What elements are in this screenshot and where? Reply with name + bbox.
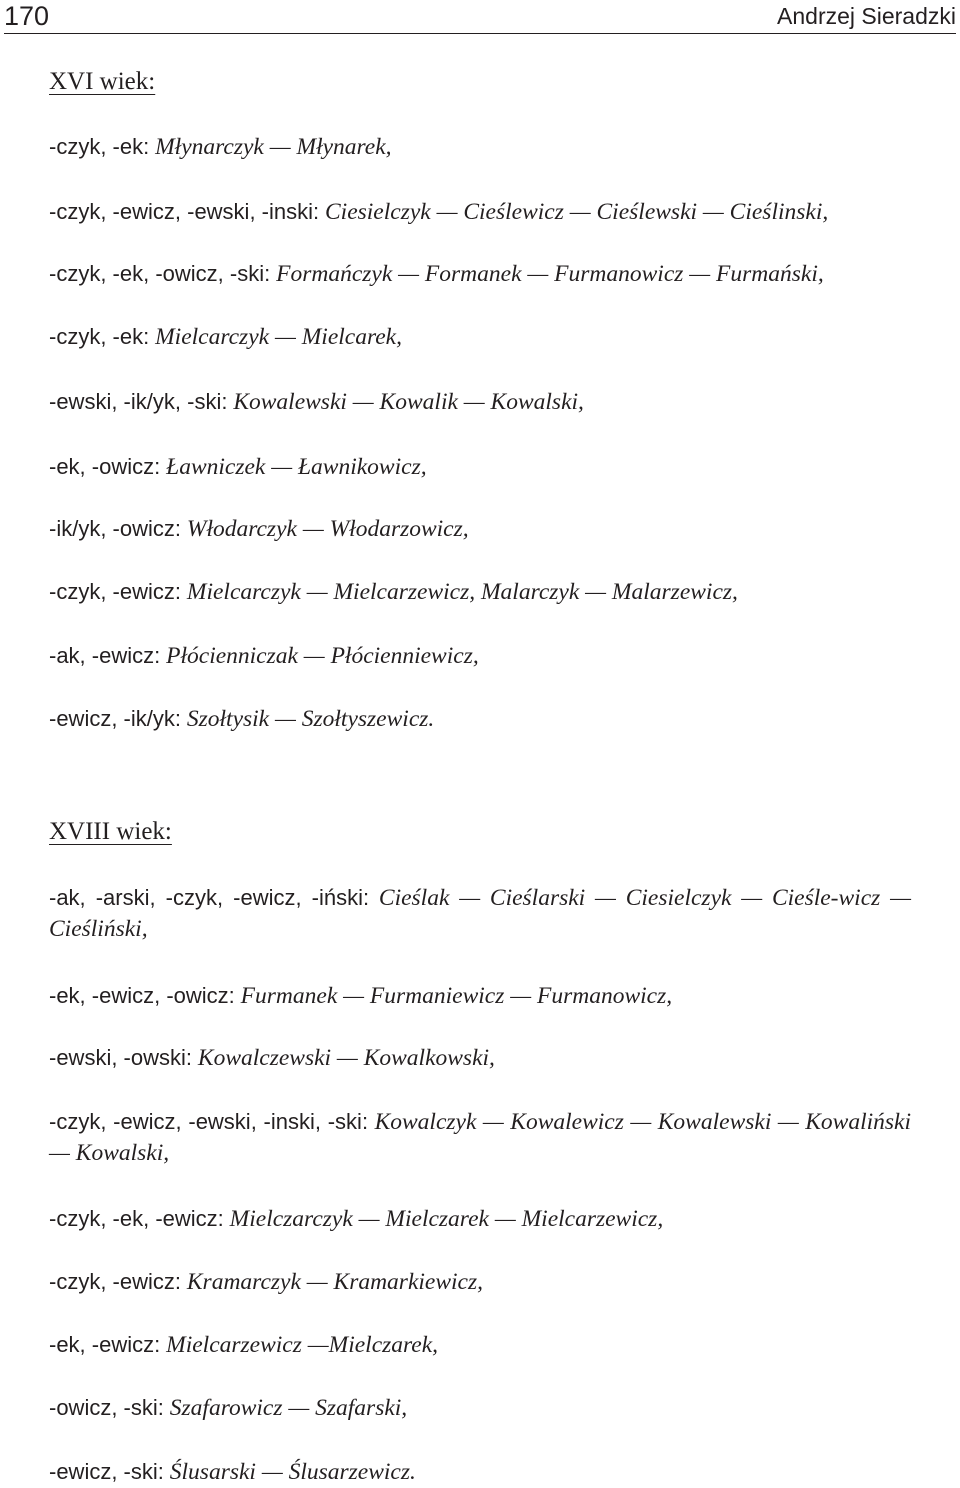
- surname-chain: Ławniczek — Ławnikowicz,: [166, 454, 427, 480]
- surname-chain: Szafarowicz — Szafarski,: [169, 1395, 408, 1421]
- surname-chain: Furmanek — Furmaniewicz — Furmanowicz,: [240, 983, 673, 1009]
- suffix-list: -czyk, -ek, -ewicz:: [49, 1206, 224, 1231]
- suffix-list: -ewicz, -ik/yk:: [49, 706, 181, 731]
- list-item: [49, 1456, 911, 1488]
- surname-chain: Płócienniczak — Płócienniewicz,: [166, 643, 479, 669]
- suffix-list: -ek, -owicz:: [49, 454, 161, 479]
- page-number: 170: [4, 1, 50, 31]
- suffix-list: -owicz, -ski:: [49, 1395, 164, 1420]
- surname-chain: Mielczarczyk — Mielczarek — Mielcarzewicz,: [229, 1206, 664, 1232]
- list-item: [49, 131, 911, 163]
- running-head: [4, 0, 956, 34]
- suffix-list: -ewicz, -ski:: [49, 1459, 164, 1484]
- suffix-list: -czyk, -ek:: [49, 134, 150, 159]
- suffix-list: -czyk, -ek:: [49, 324, 150, 349]
- surname-chain: Ciesielczyk — Cieślewicz — Cieślewski — Cieślinski,: [325, 199, 829, 225]
- list-item: [49, 1203, 911, 1235]
- surname-chain: Młynarczyk — Młynarek,: [155, 134, 392, 160]
- surname-chain: Mielcarczyk — Mielcarek,: [155, 324, 402, 350]
- surname-chain: Ślusarski — Ślusarzewicz.: [169, 1459, 416, 1485]
- section-heading-xvi: XVI wiek:: [49, 68, 156, 95]
- suffix-list: -ek, -ewicz:: [49, 1332, 161, 1357]
- section-heading-xviii: XVIII wiek:: [49, 818, 172, 845]
- list-item: [49, 640, 911, 672]
- suffix-list: -ek, -ewicz, -owicz:: [49, 983, 235, 1008]
- surname-chain: Mielcarzewicz —Mielczarek,: [166, 1332, 439, 1358]
- suffix-list: -ak, -arski, -czyk, -ewicz, -iński:: [49, 885, 370, 910]
- list-item: [49, 386, 911, 418]
- suffix-list: -czyk, -ewicz:: [49, 579, 181, 604]
- suffix-list: -ik/yk, -owicz:: [49, 516, 181, 541]
- suffix-list: -ewski, -owski:: [49, 1045, 193, 1070]
- suffix-list: -czyk, -ewicz:: [49, 1269, 181, 1294]
- author-name: Andrzej Sieradzki: [777, 3, 956, 29]
- list-item: [49, 1106, 911, 1169]
- surname-chain: Kramarczyk — Kramarkiewicz,: [186, 1269, 484, 1295]
- list-item: [49, 576, 911, 608]
- list-item: [49, 196, 911, 228]
- suffix-list: -czyk, -ewicz, -ewski, -inski, -ski:: [49, 1109, 369, 1134]
- list-item: [49, 451, 911, 483]
- surname-chain: Formańczyk — Formanek — Furmanowicz — Furmański,: [276, 261, 824, 287]
- list-item: [49, 258, 911, 290]
- list-item: [49, 1266, 911, 1298]
- suffix-list: -czyk, -ewicz, -ewski, -inski:: [49, 199, 320, 224]
- surname-chain: Mielcarczyk — Mielcarzewicz, Malarczyk — Malarzewicz,: [186, 579, 738, 605]
- list-item: [49, 882, 911, 945]
- list-item: [49, 321, 911, 353]
- surname-chain: Kowalczyk — Kowalewicz — Kowalewski — Kowaliński — Kowalski,: [49, 1109, 911, 1166]
- suffix-list: -czyk, -ek, -owicz, -ski:: [49, 261, 271, 286]
- surname-chain: Włodarczyk — Włodarzowicz,: [186, 516, 469, 542]
- list-item: [49, 703, 911, 735]
- suffix-list: -ak, -ewicz:: [49, 643, 161, 668]
- surname-chain: Szołtysik — Szołtyszewicz.: [186, 706, 435, 732]
- surname-chain: Kowalewski — Kowalik — Kowalski,: [233, 389, 584, 415]
- list-item: [49, 513, 911, 545]
- list-item: [49, 980, 911, 1012]
- list-item: [49, 1392, 911, 1424]
- surname-chain: Kowalczewski — Kowalkowski,: [197, 1045, 495, 1071]
- list-item: [49, 1042, 911, 1074]
- suffix-list: -ewski, -ik/yk, -ski:: [49, 389, 228, 414]
- surname-chain: Cieślak — Cieślarski — Ciesielczyk — Cieśle-wicz — Cieśliński,: [49, 885, 911, 942]
- list-item: [49, 1329, 911, 1361]
